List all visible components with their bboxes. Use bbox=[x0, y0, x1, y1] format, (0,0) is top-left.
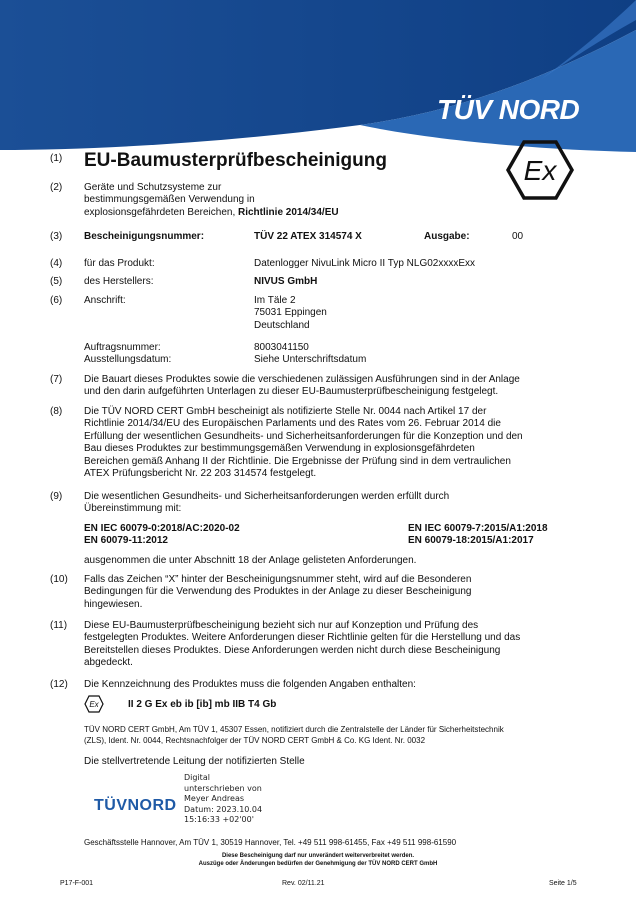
standard: EN 60079-18:2015/A1:2017 bbox=[408, 535, 534, 547]
marking: II 2 G Ex eb ib [ib] mb IIB T4 Gb bbox=[128, 699, 277, 710]
standards-left bbox=[84, 523, 240, 548]
ex-hexagon-icon bbox=[506, 140, 574, 200]
certificate-number-label: Bescheinigungsnummer: bbox=[84, 231, 205, 242]
standard: EN IEC 60079-7:2015/A1:2018 bbox=[408, 523, 548, 534]
section-8-line: Bereichen gemäß Anhang II der Richtlinie. Die Ergebnisse der Prüfung sind in dem vertraulichen bbox=[84, 455, 511, 467]
notice-line: (ZLS), Ident. Nr. 0044, Rechtsnachfolger der TÜV NORD CERT GmbH & Co. KG Ident. Nr. 0032 bbox=[84, 736, 426, 745]
signature-line: Digital bbox=[184, 773, 210, 782]
issue-label: Ausgabe: bbox=[424, 231, 470, 242]
section-11-line: festgelegten Produktes. Weitere Anforderungen dieser Richtlinie gelten für die Herstellung und das bbox=[84, 632, 521, 644]
section-11-line: abgedeckt. bbox=[84, 657, 133, 669]
section-10-line: hingewiesen. bbox=[84, 598, 143, 610]
item-number: (7) bbox=[50, 374, 63, 385]
page-number: Seite 1/5 bbox=[549, 880, 577, 887]
section-2 bbox=[84, 182, 339, 219]
ex-small-text: Ex bbox=[89, 700, 99, 709]
address-street: Im Täle 2 bbox=[254, 295, 296, 306]
signature-line: Datum: 2023.10.04 bbox=[184, 804, 263, 814]
notified-body-notice bbox=[84, 724, 504, 746]
order-number-value: 8003041150 bbox=[254, 342, 309, 353]
item-number: (5) bbox=[50, 276, 63, 287]
disclaimer-line: Auszüge oder Änderungen bedürfen der Genehmigung der TÜV NORD CERT GmbH bbox=[198, 861, 438, 867]
standard: EN IEC 60079-0:2018/AC:2020-02 bbox=[84, 523, 240, 534]
ex-symbol-text: Ex bbox=[523, 155, 557, 186]
section-10-line: Bedingungen für die Verwendung des Produktes in der Anlage zu dieser Bescheinigung bbox=[84, 586, 472, 598]
section-11-line: Bereitstellen dieses Produktes. Diese Anforderungen werden nicht durch diese Bescheinigung bbox=[84, 644, 501, 656]
product-value: Datenlogger NivuLink Micro II Typ NLG02xxxxExx bbox=[254, 258, 476, 269]
page-title: EU-Baumusterprüfbescheinigung bbox=[84, 150, 387, 171]
section-10 bbox=[84, 574, 472, 611]
standard: EN 60079-11:2012 bbox=[84, 535, 168, 547]
item-number: (11) bbox=[50, 620, 68, 631]
item-number: (9) bbox=[50, 491, 63, 502]
representative-line: Die stellvertretende Leitung der notifizierten Stelle bbox=[84, 756, 305, 767]
manufacturer-value: NIVUS GmbH bbox=[254, 276, 318, 287]
item-number: (6) bbox=[50, 295, 63, 306]
disclaimer bbox=[0, 852, 636, 868]
section-8 bbox=[84, 406, 604, 480]
address-value bbox=[254, 295, 327, 332]
section-2-line: bestimmungsgemäßen Verwendung in bbox=[84, 194, 255, 206]
section-8-line: ATEX Prüfungsbericht Nr. 22 203 314574 festgelegt. bbox=[84, 468, 317, 480]
order-number-label: Auftragsnummer: bbox=[84, 342, 161, 353]
section-2-line: explosionsgefährdeten Bereichen, Richtlinie 2014/34/EU bbox=[84, 206, 339, 218]
section-11 bbox=[84, 620, 520, 670]
item-number: (1) bbox=[50, 153, 63, 164]
manufacturer-label: des Herstellers: bbox=[84, 276, 154, 287]
item-number: (12) bbox=[50, 679, 68, 690]
tuv-nord-signature-logo: TÜVNORD bbox=[94, 797, 177, 814]
certificate-number: TÜV 22 ATEX 314574 X bbox=[254, 231, 362, 242]
section-10-line: Falls das Zeichen “X” hinter der Bescheinigungsnummer steht, wird auf die Besonderen bbox=[84, 574, 472, 585]
item-number: (3) bbox=[50, 231, 63, 242]
digital-signature bbox=[184, 773, 262, 826]
item-number: (2) bbox=[50, 182, 63, 193]
form-number: P17-F-001 bbox=[60, 880, 94, 887]
section-2-line: Geräte und Schutzsysteme zur bbox=[84, 182, 222, 193]
item-number: (8) bbox=[50, 406, 63, 417]
issue-date-label: Ausstellungsdatum: bbox=[84, 354, 172, 366]
signature-line: 15:16:33 +02'00' bbox=[184, 815, 254, 824]
section-9-line: Übereinstimmung mit: bbox=[84, 503, 182, 515]
address-city: 75031 Eppingen bbox=[254, 307, 327, 319]
order-value bbox=[254, 342, 366, 367]
tuv-nord-logo: TÜV NORD bbox=[437, 94, 580, 125]
notice-line: TÜV NORD CERT GmbH, Am TÜV 1, 45307 Essen, notifiziert durch die Zentralstelle der Länder für Sicherheitstechnik bbox=[84, 725, 504, 734]
standards-right bbox=[408, 523, 548, 548]
disclaimer-line: Diese Bescheinigung darf nur unverändert weiterverbreitet werden. bbox=[221, 853, 415, 859]
section-7-line: und den darin aufgeführten Unterlagen zu dieser EU-Baumusterprüfbescheinigung festgelegt. bbox=[84, 386, 499, 398]
ex-small-icon bbox=[84, 695, 104, 713]
item-number: (10) bbox=[50, 574, 68, 585]
item-number: (4) bbox=[50, 258, 63, 269]
office-address: Geschäftsstelle Hannover, Am TÜV 1, 30519 Hannover, Tel. +49 511 998-61455, Fax +49 511 998-61590 bbox=[84, 838, 457, 847]
section-9-exception: ausgenommen die unter Abschnitt 18 der Anlage gelisteten Anforderungen. bbox=[84, 555, 417, 566]
signature-line: Meyer Andreas bbox=[184, 794, 245, 803]
issue-value: 00 bbox=[512, 231, 524, 242]
section-9-line: Die wesentlichen Gesundheits- und Sicherheitsanforderungen werden erfüllt durch bbox=[84, 491, 450, 502]
address-label: Anschrift: bbox=[84, 295, 126, 306]
section-8-line: Richtlinie 2014/34/EU des Europäischen Parlaments und des Rates vom 26. Februar 2014 die bbox=[84, 418, 501, 430]
section-8-line: Erfüllung der wesentlichen Gesundheits- und Sicherheitsanforderungen für die Konzeption und den bbox=[84, 430, 523, 442]
section-8-line: Bau dieses Produktes zur bestimmungsgemäßen Verwendung in explosionsgefährdeten bbox=[84, 443, 475, 455]
order-label bbox=[84, 342, 171, 367]
section-12-intro: Die Kennzeichnung des Produktes muss die folgenden Angaben enthalten: bbox=[84, 679, 416, 690]
section-7-line: Die Bauart dieses Produktes sowie die verschiedenen zulässigen Ausführungen sind in der Anlage bbox=[84, 374, 520, 385]
signature-line: unterschrieben von bbox=[184, 783, 262, 793]
address-country: Deutschland bbox=[254, 319, 310, 331]
product-label: für das Produkt: bbox=[84, 258, 155, 269]
section-7 bbox=[84, 374, 604, 399]
section-9 bbox=[84, 491, 449, 516]
issue-date-value: Siehe Unterschriftsdatum bbox=[254, 354, 367, 366]
section-8-line: Die TÜV NORD CERT GmbH bescheinigt als notifizierte Stelle Nr. 0044 nach Artikel 17 der bbox=[84, 406, 487, 417]
section-11-line: Diese EU-Baumusterprüfbescheinigung bezieht sich nur auf Konzeption und Prüfung des bbox=[84, 620, 479, 631]
revision: Rev. 02/11.21 bbox=[282, 880, 325, 887]
